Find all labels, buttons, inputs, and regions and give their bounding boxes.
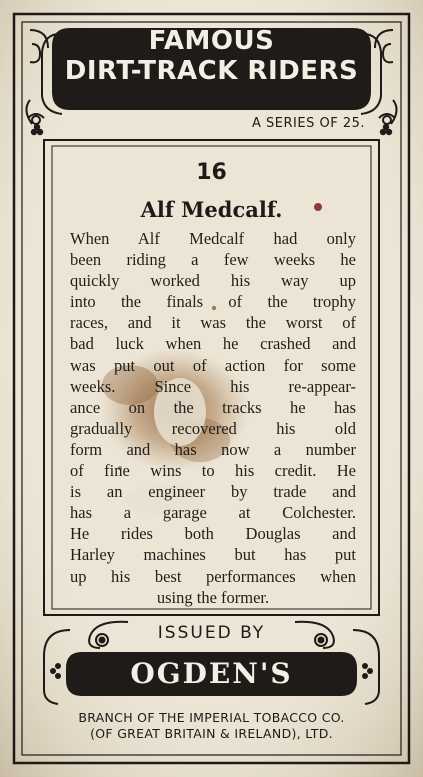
footer-company-line1: BRANCH OF THE IMPERIAL TOBACCO CO. — [78, 710, 345, 725]
bio-text — [70, 228, 356, 608]
issued-by-label: ISSUED BY — [157, 623, 266, 643]
bio-line: races, and it was the worst of — [70, 313, 356, 333]
bio-line: He rides both Douglas and — [70, 524, 356, 544]
header-title-line1: FAMOUS — [148, 26, 275, 56]
bio-line: bad luck when he crashed and — [70, 334, 356, 354]
bio-line: was put out of action for some — [70, 355, 356, 375]
card-number: 16 — [196, 160, 227, 185]
footer-company-line2: (OF GREAT BRITAIN & IRELAND), LTD. — [90, 726, 333, 741]
rider-name: Alf Medcalf. — [140, 197, 283, 222]
bio-line: of fine wins to his credit. He — [70, 461, 356, 481]
bio-line: weeks. Since his re-appear- — [70, 376, 356, 396]
bio-line: form and has now a number — [70, 439, 356, 459]
bio-line: gradually recovered his old — [70, 418, 356, 438]
series-label: A SERIES OF 25. — [252, 116, 365, 131]
bio-line: been riding a few weeks he — [70, 250, 356, 270]
bio-line: into the finals of the trophy — [70, 292, 356, 312]
bio-line: is an engineer by trade and — [70, 482, 356, 502]
bio-line: has a garage at Colchester. — [70, 503, 356, 523]
bio-line: ance on the tracks he has — [70, 397, 356, 417]
bio-line: quickly worked his way up — [70, 271, 356, 291]
header-title — [50, 26, 373, 86]
bio-line: When Alf Medcalf had only — [70, 229, 356, 248]
bio-line: Harley machines but has put — [70, 545, 356, 565]
bio-line: using the former. — [156, 587, 270, 607]
brand-name: OGDEN'S — [130, 657, 293, 690]
header-title-line2: DIRT-TRACK RIDERS — [64, 56, 359, 86]
bio-line: up his best performances when — [70, 566, 356, 586]
